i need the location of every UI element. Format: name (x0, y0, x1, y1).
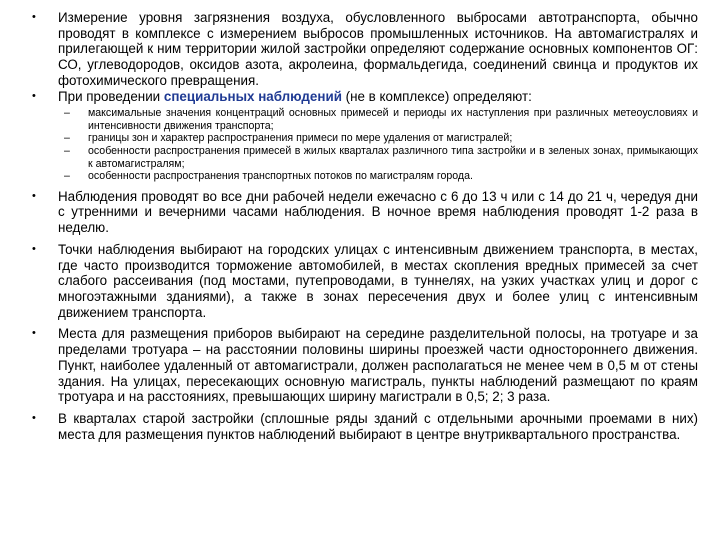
sub-item (58, 170, 698, 183)
dash-marker: – (64, 132, 70, 145)
paragraph-text: Точки наблюдения выбирают на городских улицах с интенсивным движением транспорта, в местах, где часто производится торможение автомобилей, в местах скопления вредных примесей за счет слабого рассеивания (под мостами, путепроводами, в туннелях, на узких участках улиц и дорог с многоэтажными зданиями), а также в зонах пересечения двух и более улиц с интенсивным движением транспорта. (58, 241, 698, 320)
bullet-marker: • (32, 242, 36, 255)
bullet-list (24, 10, 698, 442)
bullet-marker: • (32, 189, 36, 202)
bullet-item-measurement (24, 10, 698, 89)
bullet-marker: • (32, 11, 36, 23)
sub-item-text: границы зон и характер распространения примеси по мере удаления от магистралей; (88, 132, 513, 145)
bullet-item-special-observations (24, 89, 698, 183)
sub-item-text: особенности распространения транспортных потоков по магистралям города. (88, 170, 473, 183)
sub-item (58, 145, 698, 170)
dash-marker: – (64, 145, 70, 157)
dash-marker: – (64, 107, 70, 120)
paragraph-text: Измерение уровня загрязнения воздуха, обусловленного выбросами автотранспорта, обычно проводят в комплексе с измерением выбросов промышленных источников. На автомагистралях и прилегающей к ним территории жилой застройки определяют содержание основных компонентов ОГ: СО, углеводородов, оксидов азота, акролеина, формальдегида, соединений свинца и продуктов их фотохимического превращения. (58, 10, 698, 88)
bullet-marker: • (32, 327, 36, 340)
sub-item-text: особенности распространения примесей в жилых кварталах различного типа застройки и в зеленых зонах, примыкающих к автомагистралям; (88, 145, 698, 170)
paragraph-text-after: (не в комплексе) определяют: (341, 88, 532, 104)
sub-item (58, 107, 698, 132)
paragraph-text: Места для размещения приборов выбирают на середине разделительной полосы, на тротуаре и за пределами тротуара – на расстоянии половины ширины проезжей части одностороннего движения. Пункт, наиболее удаленный от автомагистрали, должен располагаться не менее чем в 0,5 м от стены здания. На улицах, пересекающих основную магистраль, пункты наблюдений размещают по краям тротуара и на расстояниях, превышающих ширину магистрали в 0,5; 2; 3 раза. (58, 326, 698, 405)
bullet-item-old-quarters (24, 411, 698, 442)
bullet-item-schedule (24, 189, 698, 236)
highlight-term: специальных наблюдений (163, 88, 342, 104)
bullet-item-observation-points (24, 242, 698, 321)
paragraph-text: В кварталах старой застройки (сплошные ряды зданий с отдельными арочными проемами в них) места для размещения пунктов наблюдений выбирают в центре внутриквартального пространства. (58, 410, 698, 442)
bullet-marker: • (32, 411, 36, 424)
sub-item-text: максимальные значения концентраций основных примесей и периоды их наступления при различных метеоусловиях и интенсивности движения транспорта; (88, 107, 698, 132)
sub-list (58, 107, 698, 183)
sub-item (58, 132, 698, 145)
bullet-item-instrument-placement (24, 326, 698, 405)
bullet-marker: • (32, 89, 36, 102)
paragraph-text-before: При проведении (58, 88, 164, 104)
paragraph-text: Наблюдения проводят во все дни рабочей недели ежечасно с 6 до 13 ч или с 14 до 21 ч, чередуя дни с утренними и вечерними часами наблюдения. В ночное время наблюдения проводят 1-2 раза в неделю. (58, 188, 698, 236)
dash-marker: – (64, 170, 70, 183)
